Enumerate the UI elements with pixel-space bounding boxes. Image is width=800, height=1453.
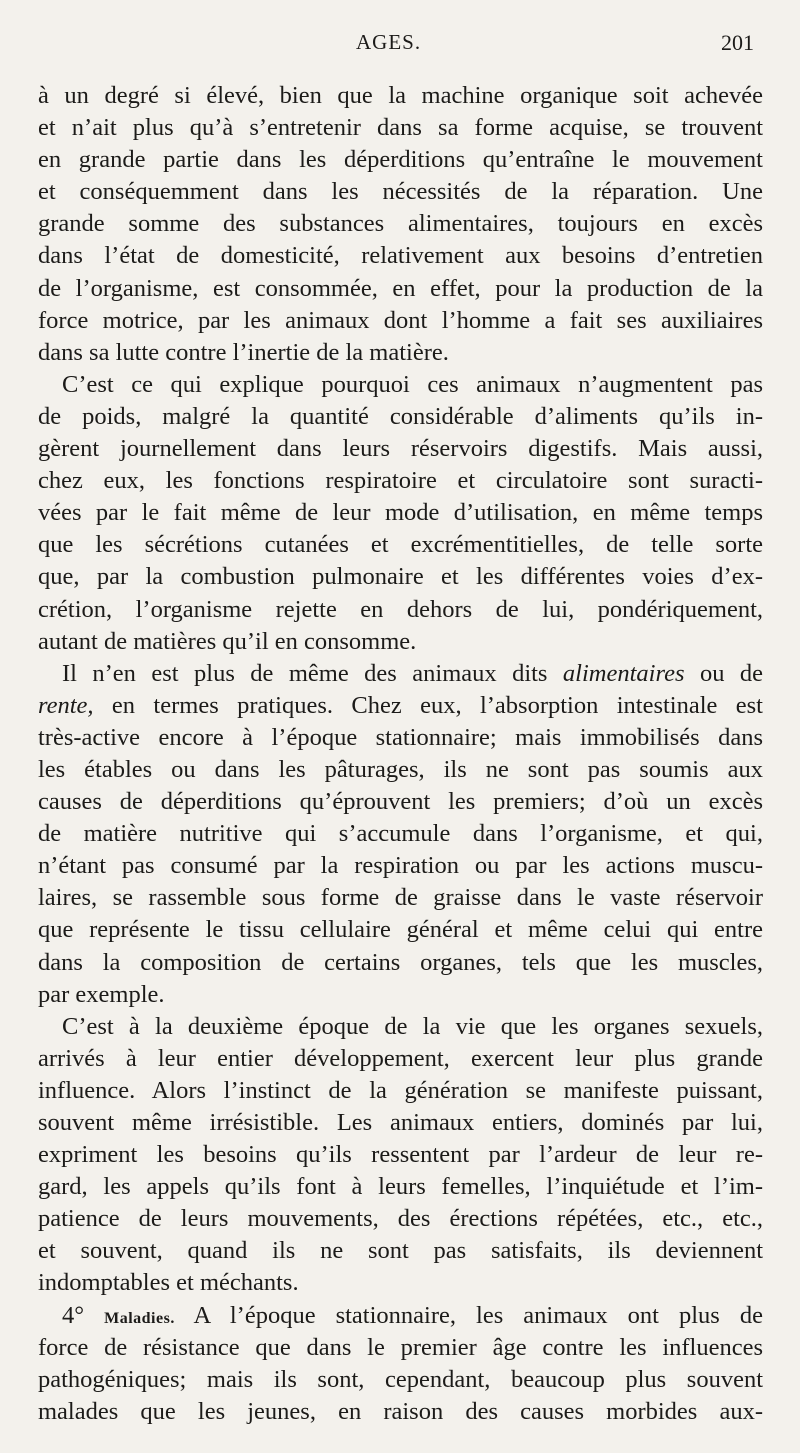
text-line: [38, 658, 763, 690]
section-heading: Maladies.: [104, 1309, 175, 1327]
text-line: patience de leurs mouvements, des érections répétées, etc., etc.,: [38, 1205, 763, 1233]
text-line: et conséquemment dans les nécessités de la réparation. Une: [38, 178, 763, 206]
italic-term: alimentaires: [562, 659, 685, 687]
text-line: de poids, malgré la quantité considérable d’aliments qu’ils in-: [38, 402, 763, 430]
text-line: et n’ait plus qu’à s’entretenir dans sa forme acquise, se trouvent: [38, 114, 763, 142]
text-line: causes de déperditions qu’éprouvent les premiers; d’où un excès: [38, 788, 763, 816]
text-line: chez eux, les fonctions respiratoire et circulatoire sont suracti-: [38, 467, 763, 495]
text-line: à un degré si élevé, bien que la machine organique soit achevée: [38, 82, 763, 109]
text-line: n’étant pas consumé par la respiration ou par les actions muscu-: [38, 852, 763, 880]
section-number: 4°: [62, 1301, 85, 1329]
text-line: autant de matières qu’il en consomme.: [38, 627, 417, 655]
text-line: souvent même irrésistible. Les animaux entiers, dominés par lui,: [38, 1109, 763, 1136]
text-line: influence. Alors l’instinct de la génération se manifeste puissant,: [38, 1076, 763, 1104]
text-line: les étables ou dans les pâturages, ils ne sont pas soumis aux: [38, 755, 763, 783]
paragraph-2: [38, 369, 763, 658]
text-line: très-active encore à l’époque stationnaire; mais immobilisés dans: [38, 723, 763, 751]
text-run: A l’époque stationnaire, les animaux ont plus de: [174, 1301, 763, 1329]
paragraph-5: [38, 1300, 763, 1428]
text-line: C’est à la deuxième époque de la vie que les organes sexuels,: [62, 1012, 763, 1040]
text-line: pathogéniques; mais ils sont, cependant, beaucoup plus souvent: [38, 1365, 763, 1393]
text-line: force motrice, par les animaux dont l’homme a fait ses auxiliaires: [38, 306, 763, 334]
text-line: indomptables et méchants.: [38, 1269, 299, 1297]
text-line: vées par le fait même de leur mode d’utilisation, en même temps: [38, 499, 763, 527]
text-line: gèrent journellement dans leurs réservoirs digestifs. Mais aussi,: [38, 435, 763, 463]
text-run: ou de: [684, 659, 763, 687]
text-line: de matière nutritive qui s’accumule dans l’organisme, et qui,: [38, 820, 763, 848]
text-line: dans la composition de certains organes, tels que les muscles,: [38, 948, 763, 976]
text-line: crétion, l’organisme rejette en dehors de lui, pondériquement,: [38, 595, 763, 623]
text-line: malades que les jeunes, en raison des causes morbides aux-: [38, 1397, 763, 1425]
text-line: que, par la combustion pulmonaire et les différentes voies d’ex-: [38, 563, 763, 591]
text-line: arrivés à leur entier développement, exercent leur plus grande: [38, 1044, 763, 1072]
text-line: [38, 690, 763, 722]
page-body: [38, 80, 763, 1428]
running-title: AGES.: [356, 30, 422, 54]
text-line: que les sécrétions cutanées et excrémentitielles, de telle sorte: [38, 531, 763, 559]
text-line: gard, les appels qu’ils font à leurs femelles, l’inquiétude et l’im-: [38, 1173, 763, 1201]
text-run: Il n’en est plus de même des animaux dits: [62, 659, 563, 687]
text-line: force de résistance que dans le premier âge contre les influences: [38, 1333, 763, 1361]
text-line: [38, 1300, 763, 1332]
paragraph-4: [38, 1011, 763, 1300]
paragraph-3: [38, 658, 763, 1011]
text-line: que représente le tissu cellulaire général et même celui qui entre: [38, 916, 763, 944]
page-number: 201: [721, 30, 754, 55]
text-line: expriment les besoins qu’ils ressentent par l’ardeur de leur re-: [38, 1141, 763, 1169]
text-line: C’est ce qui explique pourquoi ces animaux n’augmentent pas: [62, 370, 763, 398]
paragraph-1: [38, 80, 763, 369]
text-run: en termes pratiques. Chez eux, l’absorption intestinale est: [93, 691, 763, 719]
text-line: de l’organisme, est consommée, en effet, pour la production de la: [38, 274, 763, 302]
text-line: en grande partie dans les déperditions qu’entraîne le mouvement: [38, 146, 763, 174]
text-line: laires, se rassemble sous forme de graisse dans le vaste réservoir: [38, 884, 763, 912]
text-line: et souvent, quand ils ne sont pas satisfaits, ils deviennent: [38, 1237, 763, 1265]
text-line: par exemple.: [38, 980, 165, 1008]
italic-term: rente,: [38, 691, 94, 719]
page-header: [0, 30, 800, 64]
text-line: dans l’état de domesticité, relativement aux besoins d’entretien: [38, 242, 763, 270]
text-line: grande somme des substances alimentaires, toujours en excès: [38, 210, 763, 238]
text-line: dans sa lutte contre l’inertie de la matière.: [38, 338, 449, 366]
